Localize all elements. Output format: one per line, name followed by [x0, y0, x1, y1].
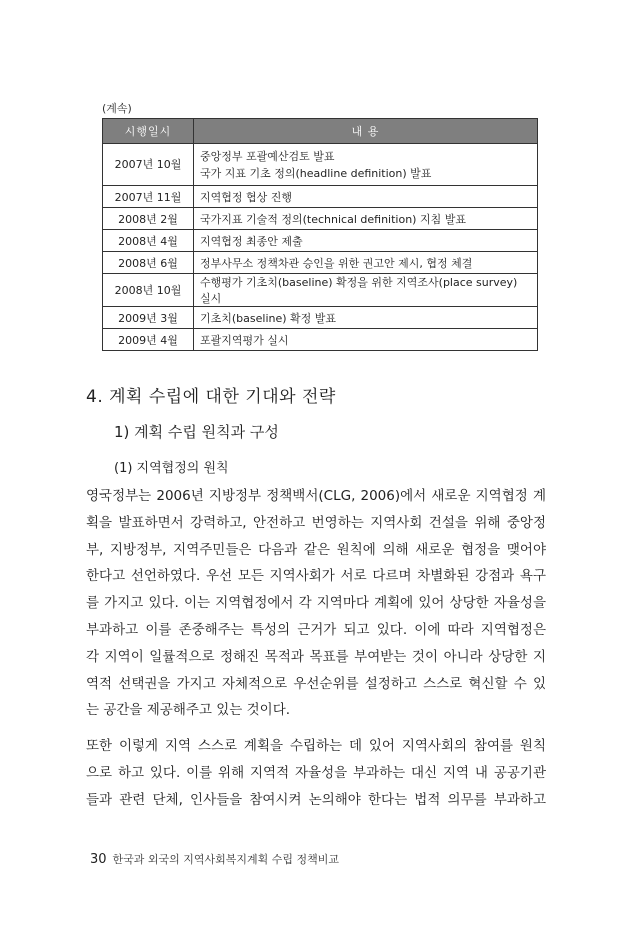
table-row — [103, 329, 538, 351]
table-row — [103, 144, 538, 186]
row-content: 기초치(baseline) 확정 발표 — [194, 307, 538, 329]
text-line: 부, 지방정부, 지역주민들은 다음과 같은 원칙에 의해 새로운 협정을 맺어야 — [86, 541, 546, 558]
section-heading: 4. 계획 수립에 대한 기대와 전략 — [86, 387, 336, 407]
row-content: 지역협정 협상 진행 — [194, 186, 538, 208]
table-row — [103, 274, 538, 307]
text-line: 는 공간을 제공해주고 있는 것이다. — [86, 702, 291, 719]
schedule-table — [102, 118, 538, 351]
row-content-line: 국가 지표 기초 정의(headline definition) 발표 — [200, 166, 432, 180]
page-footer — [90, 851, 339, 867]
text-line: 영국정부는 2006년 지방정부 정책백서(CLG, 2006)에서 새로운 지역협정 계 — [86, 488, 546, 504]
running-title: 한국과 외국의 지역사회복지계획 수립 정책비교 — [112, 853, 340, 866]
paragraph-1 — [86, 483, 546, 724]
row-date: 2008년 2월 — [103, 208, 194, 230]
text-line: 획을 발표하면서 강력하고, 안전하고 번영하는 지역사회 건설을 위해 중앙정 — [86, 514, 546, 531]
row-date: 2008년 4월 — [103, 230, 194, 252]
table-header-row — [103, 119, 538, 144]
table-row — [103, 208, 538, 230]
row-date: 2008년 6월 — [103, 252, 194, 274]
row-date: 2009년 4월 — [103, 329, 194, 351]
paragraph-2 — [86, 733, 546, 813]
row-date: 2007년 10월 — [103, 144, 194, 186]
text-line: 각 지역이 일률적으로 정해진 목적과 목표를 부여받는 것이 아니라 상당한 지 — [86, 648, 546, 665]
row-date: 2008년 10월 — [103, 274, 194, 307]
row-date: 2009년 3월 — [103, 307, 194, 329]
table-row — [103, 252, 538, 274]
row-content: 수행평가 기초치(baseline) 확정을 위한 지역조사(place survey) 실시 — [194, 274, 538, 307]
text-line: 를 가지고 있다. 이는 지역협정에서 각 지역마다 계획에 있어 상당한 자율성을 — [86, 595, 546, 612]
row-content: 정부사무소 정책차관 승인을 위한 권고안 제시, 협정 체결 — [194, 252, 538, 274]
row-content — [194, 144, 538, 186]
subsubsection-heading: (1) 지역협정의 원칙 — [114, 461, 229, 476]
continued-label: (계속) — [102, 102, 132, 115]
row-content: 지역협정 최종안 제출 — [194, 230, 538, 252]
text-line: 들과 관련 단체, 인사들을 참여시켜 논의해야 한다는 법적 의무를 부과하고 — [86, 791, 546, 808]
text-line: 역적 선택권을 가지고 자체적으로 우선순위를 설정하고 스스로 혁신할 수 있 — [86, 675, 546, 692]
header-date: 시행일시 — [103, 119, 194, 144]
header-content: 내 용 — [194, 119, 538, 144]
row-content: 포괄지역평가 실시 — [194, 329, 538, 351]
text-line: 으로 하고 있다. 이를 위해 지역적 자율성을 부과하는 대신 지역 내 공공기관 — [86, 764, 546, 781]
page-number: 30 — [90, 852, 107, 867]
row-content-line: 중앙정부 포괄예산검토 발표 — [200, 149, 335, 163]
table-row — [103, 307, 538, 329]
row-content: 국가지표 기술적 정의(technical definition) 지침 발표 — [194, 208, 538, 230]
subsection-heading: 1) 계획 수립 원칙과 구성 — [114, 423, 279, 441]
text-line: 부과하고 이를 존중해주는 특성의 근거가 되고 있다. 이에 따라 지역협정은 — [86, 621, 546, 638]
table-row — [103, 230, 538, 252]
row-date: 2007년 11월 — [103, 186, 194, 208]
table-row — [103, 186, 538, 208]
text-line: 또한 이렇게 지역 스스로 계획을 수립하는 데 있어 지역사회의 참여를 원칙 — [86, 738, 546, 754]
text-line: 한다고 선언하였다. 우선 모든 지역사회가 서로 다르며 차별화된 강점과 욕구 — [86, 568, 546, 585]
